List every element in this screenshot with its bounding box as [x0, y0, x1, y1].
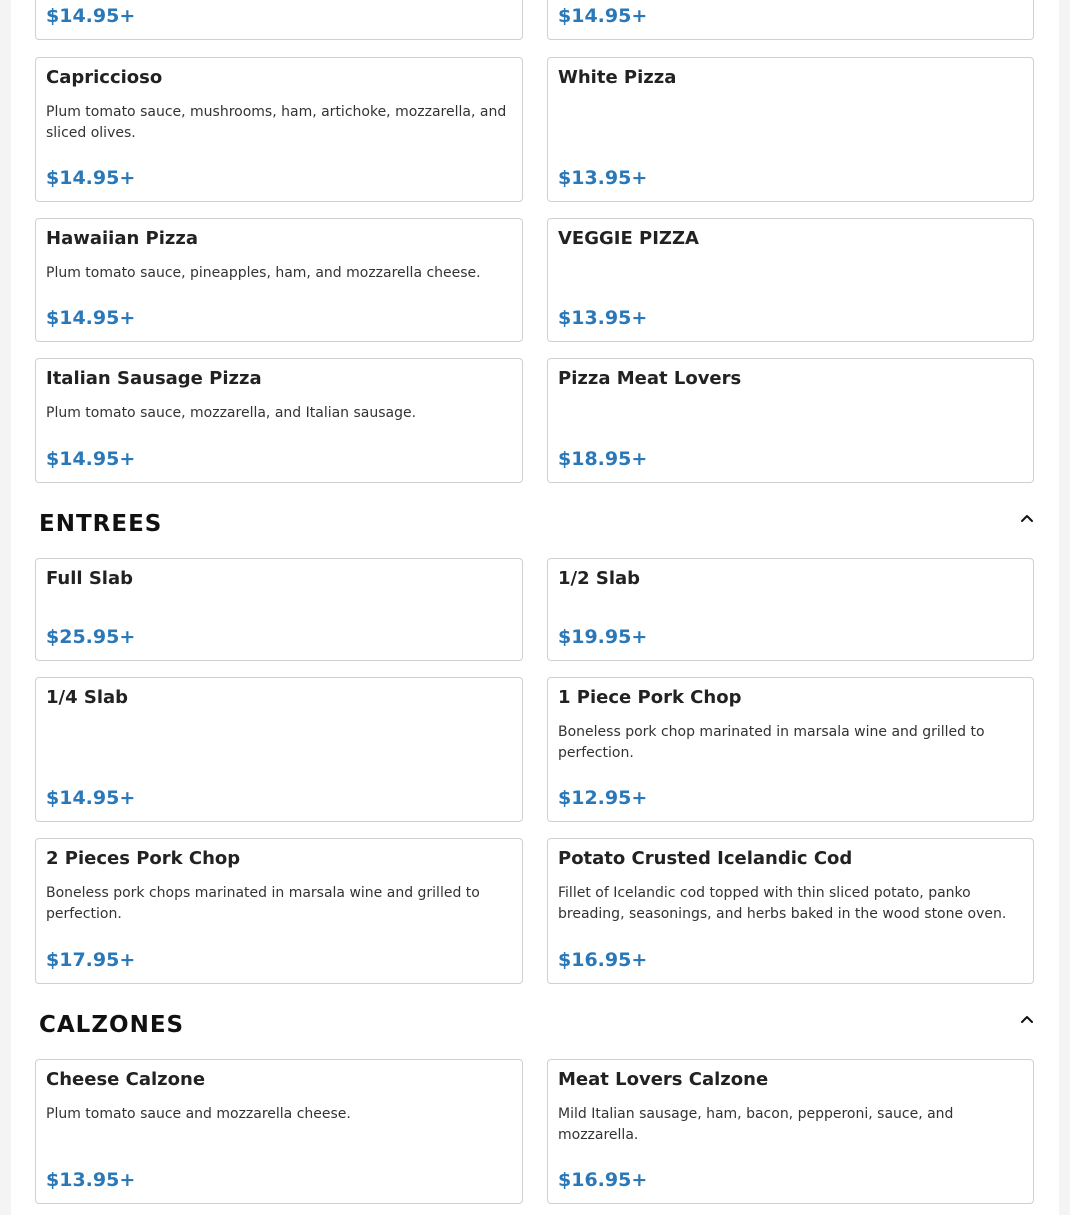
item-name: Italian Sausage Pizza: [46, 368, 262, 389]
menu-item-card[interactable]: [35, 677, 523, 822]
item-name: 1/4 Slab: [46, 687, 129, 708]
menu-item-card[interactable]: [547, 57, 1034, 202]
entrees-grid: [35, 558, 1034, 984]
item-price: $13.95+: [558, 307, 648, 329]
item-price: $13.95+: [558, 167, 648, 189]
menu-item-card[interactable]: [547, 218, 1034, 342]
item-description: Boneless pork chops marinated in marsala wine and grilled to perfection.: [46, 885, 480, 922]
item-price: $14.95+: [558, 5, 648, 27]
item-name: Hawaiian Pizza: [46, 228, 199, 249]
item-price: $19.95+: [558, 626, 648, 648]
item-price: $16.95+: [558, 1169, 648, 1191]
item-description: Mild Italian sausage, ham, bacon, pepperoni, sauce, and mozzarella.: [558, 1106, 954, 1143]
calzones-section-header[interactable]: [39, 1006, 1034, 1046]
item-name: Pizza Meat Lovers: [558, 368, 742, 389]
pizza-top-grid: [35, 0, 1034, 40]
item-description: Plum tomato sauce, mozzarella, and Italian sausage.: [46, 405, 417, 421]
item-description: Plum tomato sauce and mozzarella cheese.: [46, 1106, 351, 1122]
menu-item-card[interactable]: [547, 558, 1034, 661]
item-description: Plum tomato sauce, mushrooms, ham, artichoke, mozzarella, and sliced olives.: [46, 104, 507, 141]
item-price: $14.95+: [46, 448, 136, 470]
section-title: CALZONES: [39, 1012, 185, 1038]
entrees-section-header[interactable]: [39, 505, 1034, 545]
item-price: $14.95+: [46, 5, 136, 27]
item-description: Boneless pork chop marinated in marsala wine and grilled to perfection.: [558, 724, 985, 761]
item-price: $18.95+: [558, 448, 648, 470]
item-price: $14.95+: [46, 307, 136, 329]
item-name: Meat Lovers Calzone: [558, 1069, 769, 1090]
item-name: 2 Pieces Pork Chop: [46, 848, 241, 869]
menu-item-card[interactable]: [35, 1059, 523, 1204]
item-name: 1 Piece Pork Chop: [558, 687, 742, 708]
item-description: Plum tomato sauce, pineapples, ham, and mozzarella cheese.: [46, 265, 481, 281]
item-price: $25.95+: [46, 626, 136, 648]
menu-item-card[interactable]: [35, 57, 523, 202]
menu-item-card[interactable]: [35, 218, 523, 342]
chevron-up-icon[interactable]: [1020, 511, 1034, 525]
menu-item-card[interactable]: [35, 558, 523, 661]
calzones-grid: [35, 1059, 1034, 1204]
menu-item-card[interactable]: [547, 838, 1034, 984]
item-name: Full Slab: [46, 568, 133, 589]
item-name: Cheese Calzone: [46, 1069, 206, 1090]
item-price: $12.95+: [558, 787, 648, 809]
item-price: $16.95+: [558, 949, 648, 971]
item-price: $17.95+: [46, 949, 136, 971]
menu-page: [11, 0, 1059, 1215]
item-name: Potato Crusted Icelandic Cod: [558, 848, 853, 869]
item-name: White Pizza: [558, 67, 677, 88]
menu-item-card[interactable]: [35, 0, 523, 40]
menu-item-card[interactable]: [547, 358, 1034, 483]
item-price: $14.95+: [46, 787, 136, 809]
item-name: 1/2 Slab: [558, 568, 641, 589]
item-price: $14.95+: [46, 167, 136, 189]
item-description: Fillet of Icelandic cod topped with thin sliced potato, panko breading, seasonings, and herbs baked in the wood stone oven.: [558, 885, 1007, 922]
menu-item-card[interactable]: [35, 838, 523, 984]
menu-item-card[interactable]: [547, 0, 1034, 40]
menu-item-card[interactable]: [35, 358, 523, 483]
menu-item-card[interactable]: [547, 677, 1034, 822]
chevron-up-icon[interactable]: [1020, 1012, 1034, 1026]
menu-item-card[interactable]: [547, 1059, 1034, 1204]
item-price: $13.95+: [46, 1169, 136, 1191]
pizza-grid: [35, 57, 1034, 483]
section-title: ENTREES: [39, 511, 163, 537]
item-name: VEGGIE PIZZA: [558, 228, 699, 249]
item-name: Capriccioso: [46, 67, 163, 88]
